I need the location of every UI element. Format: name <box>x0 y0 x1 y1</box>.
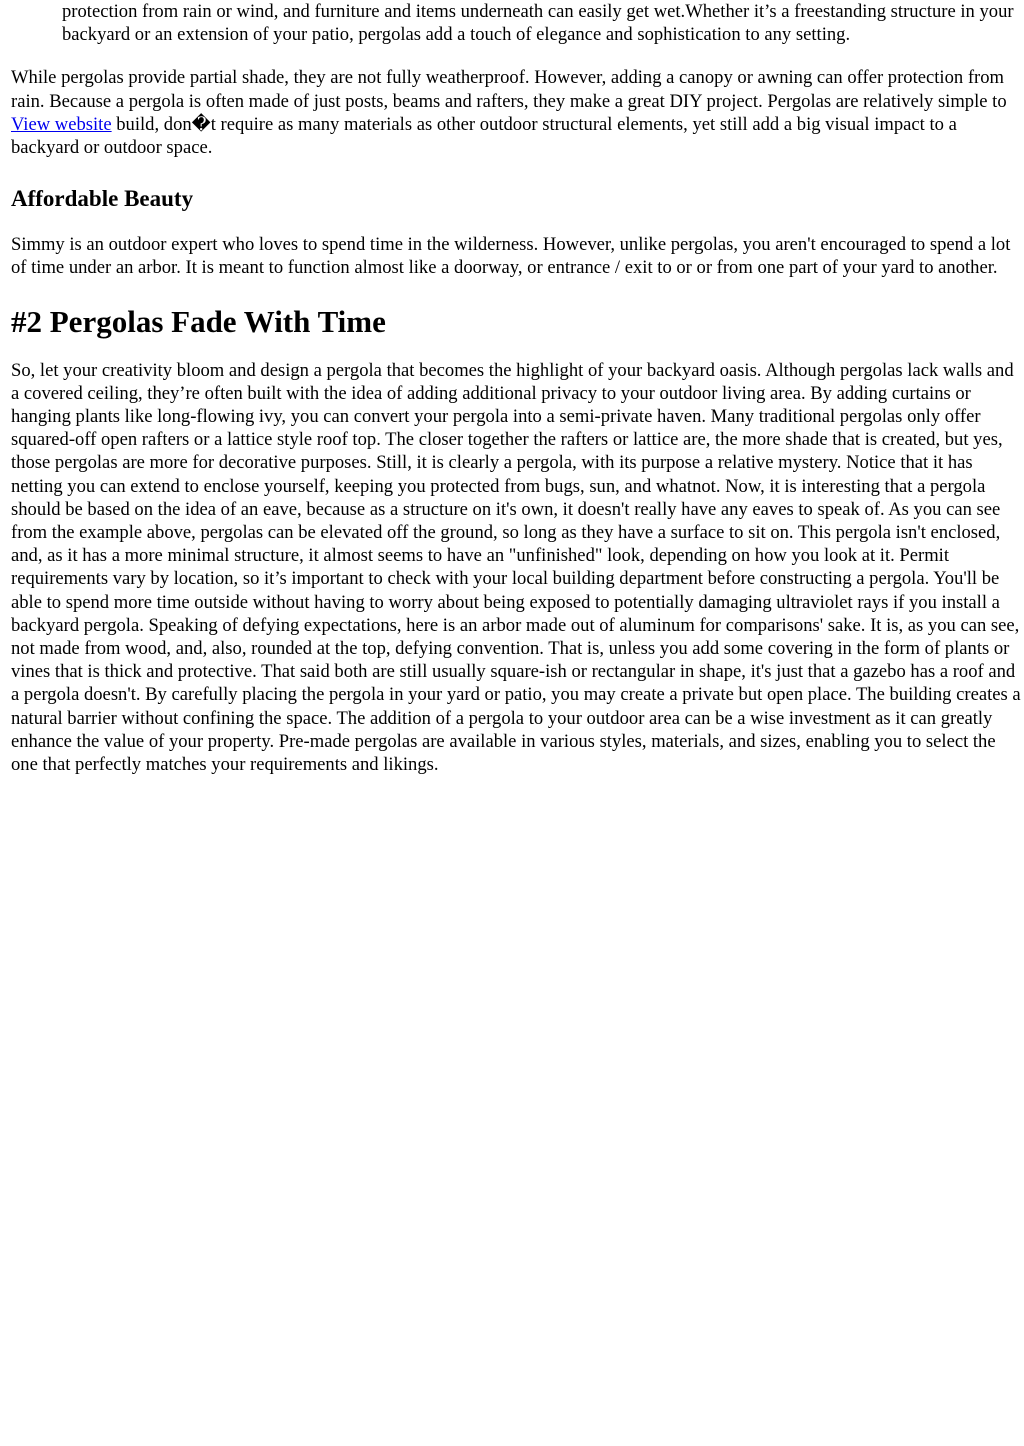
paragraph-weatherproof-text-start: While pergolas provide partial shade, they are not fully weatherproof. However, adding a canopy or awning can offer protection from rain. Because a pergola is often made of just posts, beams and rafters, they make a great DIY project. Pergolas are relatively simple to <box>11 67 1007 112</box>
paragraph-weatherproof <box>11 46 1021 159</box>
heading-pergolas-fade: #2 Pergolas Fade With Time <box>11 303 386 339</box>
paragraph-creativity: So, let your creativity bloom and design a pergola that becomes the highlight of your backyard oasis. Although pergolas lack walls and a covered ceiling, they’re often built with the idea of adding additional privacy to your outdoor living area. By adding curtains or hanging plants like long-flowing ivy, you can convert your pergola into a semi-private haven. Many traditional pergolas only offer squared-off open rafters or a lattice style roof top. The closer together the rafters or lattice are, the more shade that is created, but yes, those pergolas are more for decorative purposes. Still, it is clearly a pergola, with its purpose a relative mystery. Notice that it has netting you can extend to enclose yourself, keeping you protected from bugs, sun, and whatnot. Now, it is interesting that a pergola should be based on the idea of an eave, because as a structure on it's own, it doesn't really have any eaves to speak of. As you can see from the example above, pergolas can be elevated off the ground, so long as they have a surface to sit on. This pergola isn't enclosed, and, as it has a more minimal structure, it almost seems to have an "unfinished" look, depending on how you look at it. Permit requirements vary by location, so it’s important to check with your local building department before constructing a pergola. You'll be able to spend more time outside without having to worry about being exposed to potentially damaging ultraviolet rays if you install a backyard pergola. Speaking of defying expectations, here is an arbor made out of aluminum for comparisons' sake. It is, as you can see, not made from wood, and, also, rounded at the top, defying convention. That is, unless you add some covering in the form of plants or vines that is thick and protective. That said both are still usually square-ish or rectangular in shape, it's just that a gazebo has a roof and a pergola doesn't. By carefully placing the pergola in your yard or patio, you may create a private but open place. The building creates a natural barrier without confining the space. The addition of a pergola to your outdoor area can be a wise investment as it can greatly enhance the value of your property. Pre-made pergolas are available in various styles, materials, and sizes, enabling you to select the one that perfectly matches your requirements and likings. <box>11 359 1021 776</box>
quoted-fragment-text: protection from rain or wind, and furniture and items underneath can easily get wet.Whether it’s a freestanding structure in your backyard or an extension of your patio, pergolas add a touch of elegance and sophistication to any setting. <box>62 1 1014 46</box>
view-website-link[interactable]: View website <box>11 113 112 135</box>
quoted-fragment <box>62 0 1022 46</box>
paragraph-weatherproof-text-end: build, don�t require as many materials as other outdoor structural elements, yet still add a big visual impact to a backyard or outdoor space. <box>11 113 957 159</box>
heading-affordable-beauty: Affordable Beauty <box>11 186 194 212</box>
paragraph-arbor: Simmy is an outdoor expert who loves to spend time in the wilderness. However, unlike pergolas, you aren't encouraged to spend a lot of time under an arbor. It is meant to function almost like a doorway, or entrance / exit to or or from one part of your yard to another. <box>11 234 1011 279</box>
